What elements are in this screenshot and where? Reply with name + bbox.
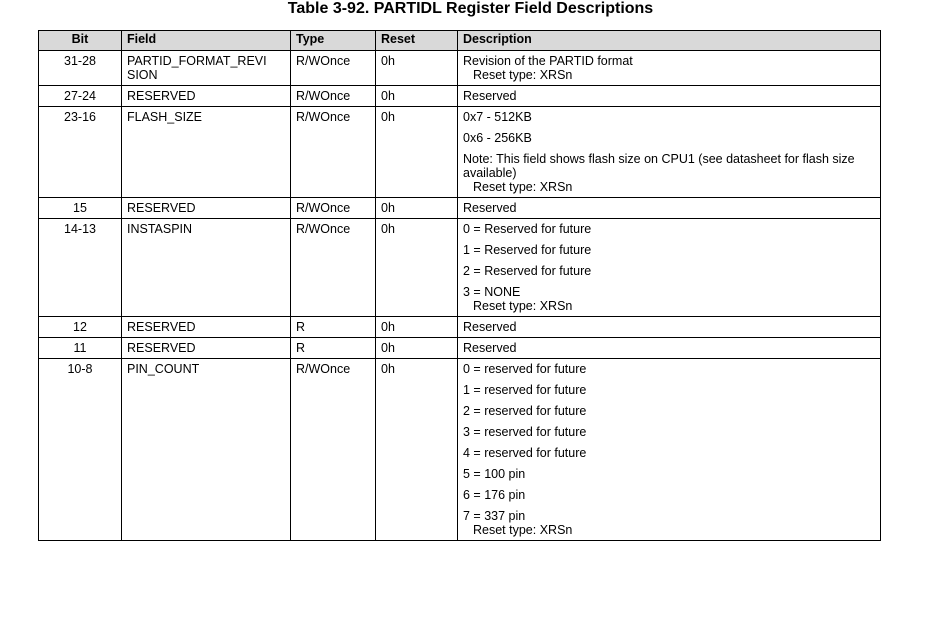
col-header-bit: Bit (39, 31, 122, 51)
description-cell (458, 107, 881, 198)
col-header-field: Field (122, 31, 291, 51)
description-cell (458, 198, 881, 219)
reset-cell: 0h (376, 86, 458, 107)
table-title: Table 3-92. PARTIDL Register Field Descriptions (287, 0, 654, 17)
description-line: 6 = 176 pin (463, 488, 526, 502)
register-field-table (38, 30, 881, 541)
bit-cell: 11 (39, 338, 122, 359)
type-cell: R (291, 317, 376, 338)
field-cell: FLASH_SIZE (122, 107, 291, 198)
table-row (39, 338, 881, 359)
type-cell: R/WOnce (291, 359, 376, 541)
reset-cell: 0h (376, 359, 458, 541)
description-line: Reserved (463, 341, 517, 355)
description-line: 4 = reserved for future (463, 446, 587, 460)
reset-cell: 0h (376, 317, 458, 338)
bit-cell: 27-24 (39, 86, 122, 107)
description-line: Revision of the PARTID format (463, 54, 633, 68)
header-row (39, 31, 881, 51)
description-line: 1 = reserved for future (463, 383, 587, 397)
description-line: 2 = Reserved for future (463, 264, 592, 278)
bit-cell: 31-28 (39, 51, 122, 86)
col-header-description: Description (458, 31, 881, 51)
description-cell (458, 338, 881, 359)
table-row (39, 219, 881, 317)
field-cell: RESERVED (122, 86, 291, 107)
type-cell: R/WOnce (291, 107, 376, 198)
description-line: 0 = Reserved for future (463, 222, 592, 236)
reset-type-note: Reset type: XRSn (473, 523, 573, 537)
reset-cell: 0h (376, 338, 458, 359)
description-line: 3 = reserved for future (463, 425, 587, 439)
bit-cell: 23-16 (39, 107, 122, 198)
type-cell: R (291, 338, 376, 359)
field-cell: RESERVED (122, 338, 291, 359)
bit-cell: 14-13 (39, 219, 122, 317)
description-line: 0 = reserved for future (463, 362, 587, 376)
type-cell: R/WOnce (291, 86, 376, 107)
table-row (39, 317, 881, 338)
description-line: Reserved (463, 320, 517, 334)
table-row (39, 86, 881, 107)
reset-cell: 0h (376, 107, 458, 198)
type-cell: R/WOnce (291, 51, 376, 86)
table-row (39, 107, 881, 198)
description-cell (458, 359, 881, 541)
table-row (39, 359, 881, 541)
description-line: 0x7 - 512KB (463, 110, 532, 124)
table-row (39, 198, 881, 219)
description-line: 5 = 100 pin (463, 467, 526, 481)
bit-cell: 10-8 (39, 359, 122, 541)
description-line: 0x6 - 256KB (463, 131, 532, 145)
description-line: Reserved (463, 201, 517, 215)
description-cell (458, 51, 881, 86)
reset-type-note: Reset type: XRSn (473, 299, 573, 313)
type-cell: R/WOnce (291, 219, 376, 317)
field-cell: RESERVED (122, 317, 291, 338)
bit-cell: 12 (39, 317, 122, 338)
reset-cell: 0h (376, 198, 458, 219)
table-row (39, 51, 881, 86)
description-cell (458, 219, 881, 317)
reset-cell: 0h (376, 219, 458, 317)
col-header-reset: Reset (376, 31, 458, 51)
field-cell: RESERVED (122, 198, 291, 219)
reset-type-note: Reset type: XRSn (473, 180, 573, 194)
field-cell: PIN_COUNT (122, 359, 291, 541)
description-line: 3 = NONE (463, 285, 521, 299)
description-line: 2 = reserved for future (463, 404, 587, 418)
description-cell (458, 86, 881, 107)
type-cell: R/WOnce (291, 198, 376, 219)
field-cell: PARTID_FORMAT_REVI SION (122, 51, 291, 86)
reset-cell: 0h (376, 51, 458, 86)
description-line: Reserved (463, 89, 517, 103)
col-header-type: Type (291, 31, 376, 51)
bit-cell: 15 (39, 198, 122, 219)
reset-type-note: Reset type: XRSn (473, 68, 573, 82)
field-cell: INSTASPIN (122, 219, 291, 317)
description-line: Note: This field shows flash size on CPU1 (see datasheet for flash size available) (463, 152, 855, 180)
description-line: 1 = Reserved for future (463, 243, 592, 257)
description-cell (458, 317, 881, 338)
description-line: 7 = 337 pin (463, 509, 526, 523)
